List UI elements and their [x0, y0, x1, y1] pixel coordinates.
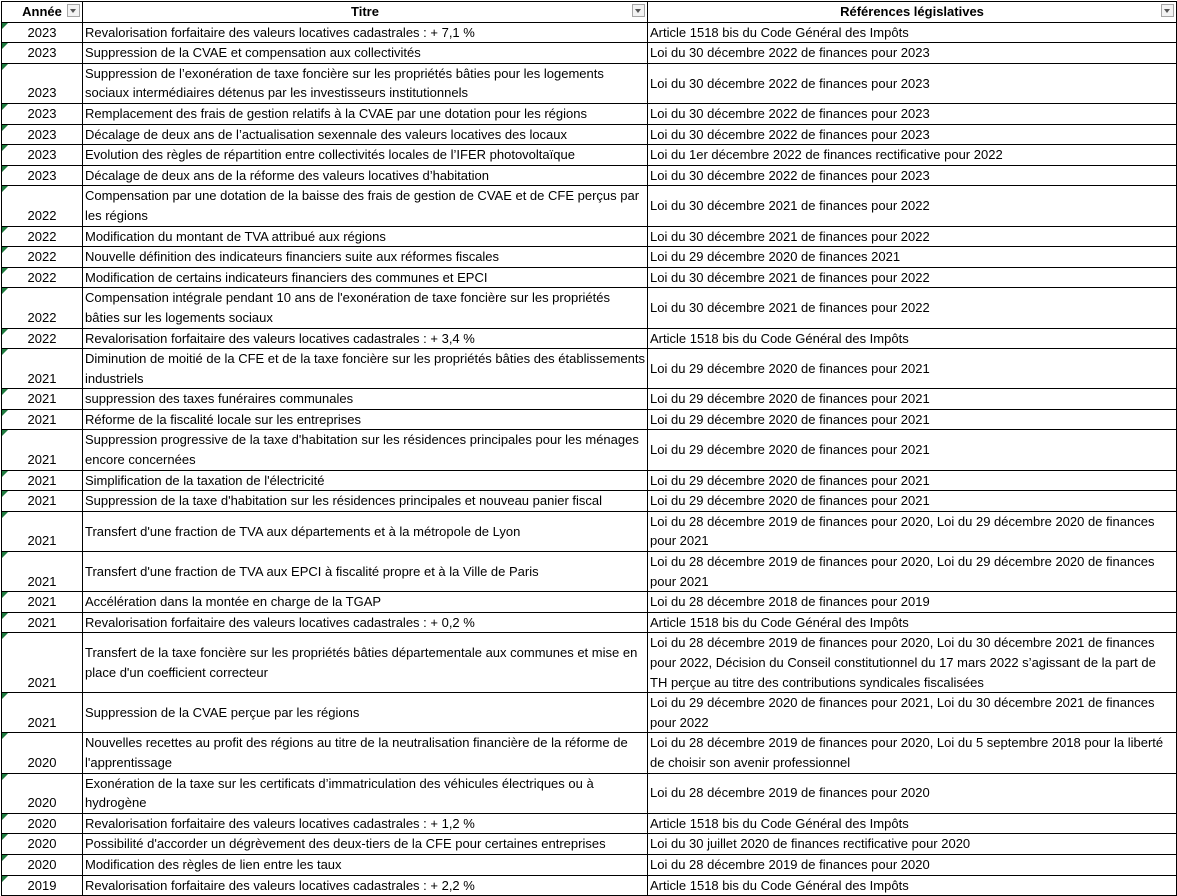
cell-title[interactable]: Diminution de moitié de la CFE et de la taxe foncière sur les propriétés bâties des établissements industriels: [83, 349, 648, 389]
cell-references[interactable]: Loi du 29 décembre 2020 de finances pour 2021: [648, 470, 1177, 491]
cell-year[interactable]: 2020: [2, 834, 83, 855]
cell-title[interactable]: Suppression de la taxe d'habitation sur les résidences principales et nouveau panier fiscal: [83, 491, 648, 512]
cell-title[interactable]: Remplacement des frais de gestion relatifs à la CVAE par une dotation pour les régions: [83, 103, 648, 124]
cell-references[interactable]: Loi du 28 décembre 2018 de finances pour 2019: [648, 592, 1177, 613]
table-row: [2, 43, 1177, 64]
table-row: [2, 592, 1177, 613]
cell-title[interactable]: Revalorisation forfaitaire des valeurs locatives cadastrales : + 0,2 %: [83, 612, 648, 633]
table-row: [2, 349, 1177, 389]
cell-year[interactable]: 2023: [2, 103, 83, 124]
cell-references[interactable]: Loi du 28 décembre 2019 de finances pour 2020, Loi du 29 décembre 2020 de finances pour 2021: [648, 552, 1177, 592]
cell-references[interactable]: Article 1518 bis du Code Général des Impôts: [648, 875, 1177, 896]
cell-year[interactable]: 2021: [2, 552, 83, 592]
cell-references[interactable]: Loi du 30 décembre 2022 de finances pour 2023: [648, 43, 1177, 64]
table-row: [2, 612, 1177, 633]
cell-references[interactable]: Article 1518 bis du Code Général des Impôts: [648, 22, 1177, 43]
filter-dropdown-icon[interactable]: [67, 4, 80, 17]
table-row: [2, 693, 1177, 733]
cell-title[interactable]: Suppression de l’exonération de taxe foncière sur les propriétés bâties pour les logements sociaux intermédiaires détenus par les investisseurs institutionnels: [83, 63, 648, 103]
header-references-label: Références législatives: [840, 4, 984, 19]
cell-references[interactable]: Loi du 30 décembre 2022 de finances pour 2023: [648, 165, 1177, 186]
cell-title[interactable]: Revalorisation forfaitaire des valeurs locatives cadastrales : + 3,4 %: [83, 328, 648, 349]
cell-year[interactable]: 2023: [2, 124, 83, 145]
cell-year[interactable]: 2020: [2, 813, 83, 834]
cell-year[interactable]: 2023: [2, 22, 83, 43]
cell-year[interactable]: 2022: [2, 226, 83, 247]
table-row: [2, 226, 1177, 247]
filter-dropdown-icon[interactable]: [1161, 4, 1174, 17]
cell-references[interactable]: Loi du 28 décembre 2019 de finances pour 2020, Loi du 30 décembre 2021 de finances pour 2022, Décision du Conseil constitutionnel du 17 mars 2022 s’agissant de la part de TH perçue au titre des contributions syndicales fiscalisées: [648, 633, 1177, 693]
table-row: [2, 875, 1177, 896]
cell-references[interactable]: Loi du 30 décembre 2021 de finances pour 2022: [648, 226, 1177, 247]
cell-title[interactable]: Modification du montant de TVA attribué aux régions: [83, 226, 648, 247]
cell-year[interactable]: 2023: [2, 145, 83, 166]
table-row: [2, 165, 1177, 186]
table-row: [2, 145, 1177, 166]
cell-title[interactable]: Réforme de la fiscalité locale sur les entreprises: [83, 409, 648, 430]
table-row: [2, 22, 1177, 43]
table-row: [2, 124, 1177, 145]
table-row: [2, 470, 1177, 491]
cell-references[interactable]: Loi du 30 décembre 2021 de finances pour 2022: [648, 186, 1177, 226]
cell-year[interactable]: 2021: [2, 693, 83, 733]
header-references[interactable]: [648, 2, 1177, 23]
cell-title[interactable]: Modification de certains indicateurs financiers des communes et EPCI: [83, 267, 648, 288]
cell-title[interactable]: Revalorisation forfaitaire des valeurs locatives cadastrales : + 7,1 %: [83, 22, 648, 43]
cell-title[interactable]: Suppression de la CVAE et compensation aux collectivités: [83, 43, 648, 64]
cell-title[interactable]: Possibilité d'accorder un dégrèvement des deux-tiers de la CFE pour certaines entreprises: [83, 834, 648, 855]
table-row: [2, 491, 1177, 512]
table-row: [2, 186, 1177, 226]
cell-references[interactable]: Loi du 29 décembre 2020 de finances 2021: [648, 247, 1177, 268]
cell-year[interactable]: 2021: [2, 409, 83, 430]
table-row: [2, 288, 1177, 328]
cell-title[interactable]: Compensation intégrale pendant 10 ans de l'exonération de taxe foncière sur les propriétés bâties sur les logements sociaux: [83, 288, 648, 328]
table-row: [2, 63, 1177, 103]
cell-title[interactable]: Revalorisation forfaitaire des valeurs locatives cadastrales : + 2,2 %: [83, 875, 648, 896]
cell-references[interactable]: Loi du 28 décembre 2019 de finances pour 2020, Loi du 5 septembre 2018 pour la liberté de choisir son avenir professionnel: [648, 733, 1177, 773]
table-row: [2, 103, 1177, 124]
filter-dropdown-icon[interactable]: [632, 4, 645, 17]
cell-references[interactable]: Loi du 29 décembre 2020 de finances pour 2021: [648, 349, 1177, 389]
cell-references[interactable]: Loi du 30 décembre 2022 de finances pour 2023: [648, 63, 1177, 103]
cell-year[interactable]: 2021: [2, 511, 83, 551]
cell-references[interactable]: Loi du 28 décembre 2019 de finances pour 2020, Loi du 29 décembre 2020 de finances pour 2021: [648, 511, 1177, 551]
cell-references[interactable]: Loi du 30 juillet 2020 de finances rectificative pour 2020: [648, 834, 1177, 855]
cell-title[interactable]: Transfert de la taxe foncière sur les propriétés bâties départementale aux communes et mise en place d'un coefficient correcteur: [83, 633, 648, 693]
table-row: [2, 633, 1177, 693]
cell-references[interactable]: Loi du 30 décembre 2021 de finances pour 2022: [648, 288, 1177, 328]
cell-year[interactable]: 2021: [2, 633, 83, 693]
cell-title[interactable]: Nouvelle définition des indicateurs financiers suite aux réformes fiscales: [83, 247, 648, 268]
cell-year[interactable]: 2022: [2, 247, 83, 268]
cell-references[interactable]: Loi du 29 décembre 2020 de finances pour 2021: [648, 491, 1177, 512]
cell-references[interactable]: Loi du 1er décembre 2022 de finances rectificative pour 2022: [648, 145, 1177, 166]
header-year-label: Année: [22, 4, 62, 19]
cell-title[interactable]: Décalage de deux ans de la réforme des valeurs locatives d’habitation: [83, 165, 648, 186]
table-row: [2, 430, 1177, 470]
cell-year[interactable]: 2021: [2, 389, 83, 410]
cell-year[interactable]: 2020: [2, 773, 83, 813]
cell-references[interactable]: Loi du 28 décembre 2019 de finances pour 2020: [648, 773, 1177, 813]
table-row: [2, 511, 1177, 551]
cell-year[interactable]: 2022: [2, 328, 83, 349]
spreadsheet-table: [1, 1, 1177, 896]
cell-title[interactable]: Suppression de la CVAE perçue par les régions: [83, 693, 648, 733]
table-row: [2, 389, 1177, 410]
cell-year[interactable]: 2020: [2, 733, 83, 773]
cell-references[interactable]: Loi du 30 décembre 2022 de finances pour 2023: [648, 103, 1177, 124]
cell-year[interactable]: 2021: [2, 349, 83, 389]
table-row: [2, 773, 1177, 813]
cell-references[interactable]: Loi du 29 décembre 2020 de finances pour 2021, Loi du 30 décembre 2021 de finances pour 2022: [648, 693, 1177, 733]
cell-year[interactable]: 2021: [2, 430, 83, 470]
cell-year[interactable]: 2022: [2, 186, 83, 226]
header-year[interactable]: [2, 2, 83, 23]
cell-title[interactable]: Nouvelles recettes au profit des régions au titre de la neutralisation financière de la réforme de l'apprentissage: [83, 733, 648, 773]
header-row: [2, 2, 1177, 23]
cell-year[interactable]: 2022: [2, 288, 83, 328]
cell-year[interactable]: 2023: [2, 43, 83, 64]
cell-references[interactable]: Loi du 30 décembre 2022 de finances pour 2023: [648, 124, 1177, 145]
cell-references[interactable]: Loi du 28 décembre 2019 de finances pour 2020: [648, 854, 1177, 875]
cell-title[interactable]: suppression des taxes funéraires communales: [83, 389, 648, 410]
cell-references[interactable]: Loi du 30 décembre 2021 de finances pour 2022: [648, 267, 1177, 288]
header-title-label: Titre: [351, 4, 379, 19]
table-row: [2, 834, 1177, 855]
cell-references[interactable]: Loi du 29 décembre 2020 de finances pour 2021: [648, 389, 1177, 410]
cell-title[interactable]: Accélération dans la montée en charge de la TGAP: [83, 592, 648, 613]
cell-title[interactable]: Evolution des règles de répartition entre collectivités locales de l’IFER photovoltaïque: [83, 145, 648, 166]
cell-year[interactable]: 2023: [2, 63, 83, 103]
header-title[interactable]: [83, 2, 648, 23]
table-row: [2, 247, 1177, 268]
table-row: [2, 813, 1177, 834]
table-row: [2, 267, 1177, 288]
cell-year[interactable]: 2021: [2, 612, 83, 633]
cell-year[interactable]: 2021: [2, 491, 83, 512]
cell-year[interactable]: 2022: [2, 267, 83, 288]
cell-references[interactable]: Article 1518 bis du Code Général des Impôts: [648, 328, 1177, 349]
cell-year[interactable]: 2019: [2, 875, 83, 896]
cell-title[interactable]: Modification des règles de lien entre les taux: [83, 854, 648, 875]
table-row: [2, 733, 1177, 773]
cell-title[interactable]: Transfert d'une fraction de TVA aux EPCI à fiscalité propre et à la Ville de Paris: [83, 552, 648, 592]
cell-title[interactable]: Revalorisation forfaitaire des valeurs locatives cadastrales : + 1,2 %: [83, 813, 648, 834]
cell-references[interactable]: Loi du 29 décembre 2020 de finances pour 2021: [648, 430, 1177, 470]
cell-title[interactable]: Transfert d'une fraction de TVA aux départements et à la métropole de Lyon: [83, 511, 648, 551]
cell-year[interactable]: 2021: [2, 470, 83, 491]
cell-year[interactable]: 2020: [2, 854, 83, 875]
cell-year[interactable]: 2023: [2, 165, 83, 186]
cell-year[interactable]: 2021: [2, 592, 83, 613]
cell-references[interactable]: Loi du 29 décembre 2020 de finances pour 2021: [648, 409, 1177, 430]
cell-references[interactable]: Article 1518 bis du Code Général des Impôts: [648, 612, 1177, 633]
cell-title[interactable]: Suppression progressive de la taxe d'habitation sur les résidences principales pour les ménages encore concernées: [83, 430, 648, 470]
cell-title[interactable]: Décalage de deux ans de l’actualisation sexennale des valeurs locatives des locaux: [83, 124, 648, 145]
cell-references[interactable]: Article 1518 bis du Code Général des Impôts: [648, 813, 1177, 834]
cell-title[interactable]: Simplification de la taxation de l'électricité: [83, 470, 648, 491]
cell-title[interactable]: Compensation par une dotation de la baisse des frais de gestion de CVAE et de CFE perçus par les régions: [83, 186, 648, 226]
table-row: [2, 409, 1177, 430]
table-row: [2, 328, 1177, 349]
cell-title[interactable]: Exonération de la taxe sur les certificats d’immatriculation des véhicules électriques ou à hydrogène: [83, 773, 648, 813]
table-row: [2, 854, 1177, 875]
table-row: [2, 552, 1177, 592]
